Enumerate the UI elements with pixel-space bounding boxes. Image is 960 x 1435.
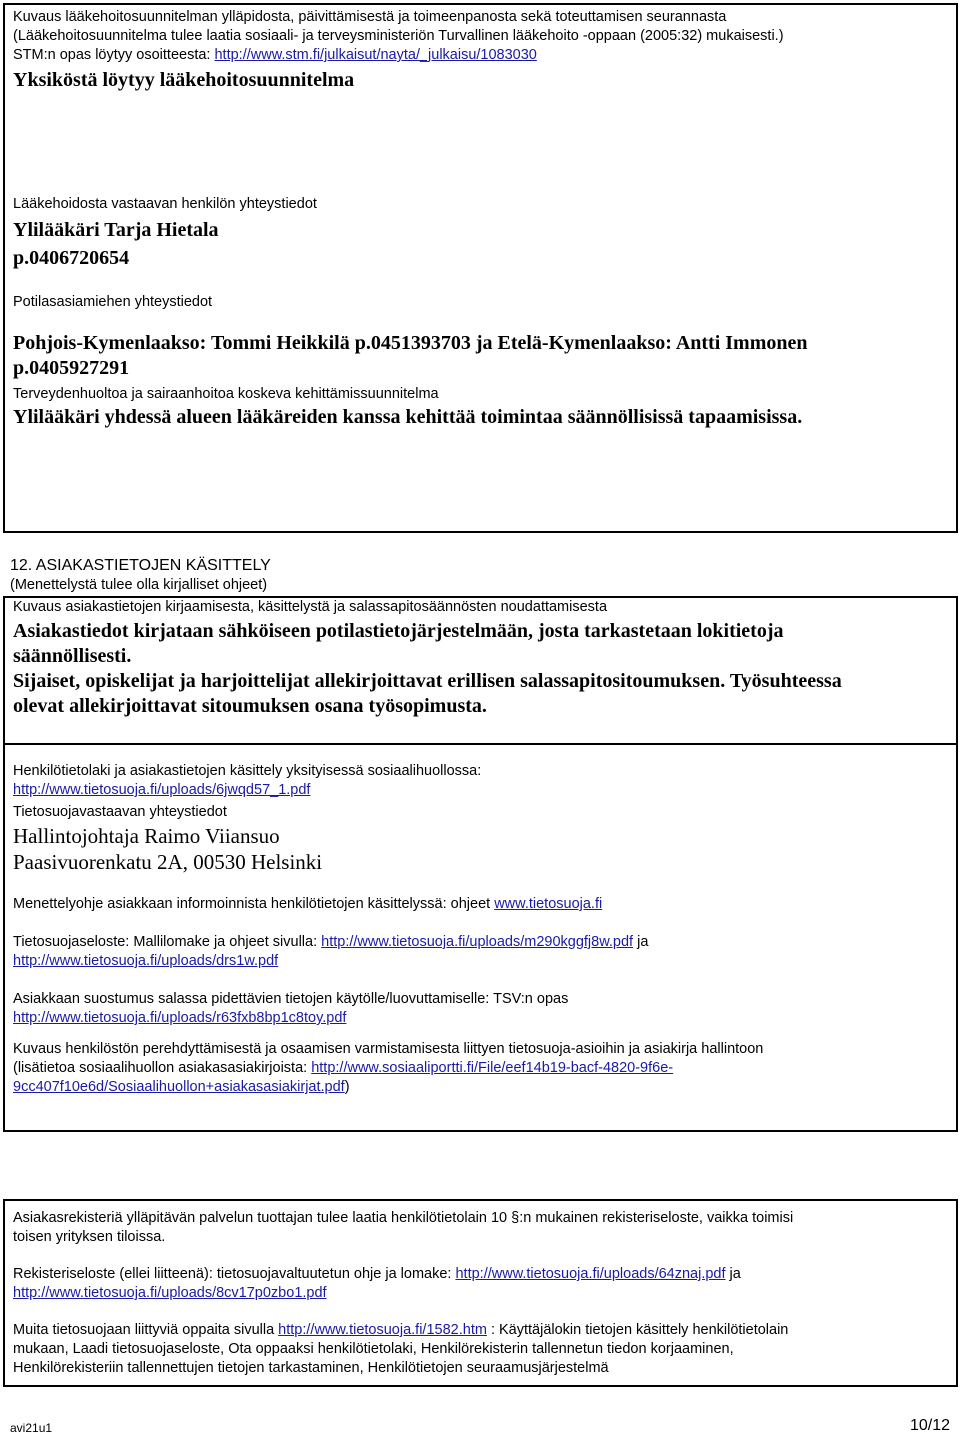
medication-plan-content [13, 8, 948, 430]
other-guides-line-3: Henkilörekisteriin tallennettujen tietojen tarkastaminen, Henkilötietojen seuraamusjärjestelmä [13, 1360, 609, 1376]
inform-line [13, 895, 948, 914]
sosiaaliportti-link-part-1[interactable]: http://www.sosiaaliportti.fi/File/eef14b19-bacf-4820-9f6e- [311, 1060, 674, 1076]
development-plan-answer: Ylilääkäri yhdessä alueen lääkäreiden kanssa kehittää toimintaa säännöllisissä tapaamisissa. [13, 406, 803, 428]
other-guides-link[interactable]: http://www.tietosuoja.fi/1582.htm [278, 1322, 487, 1338]
register-box [3, 1199, 958, 1387]
statement-and: ja [633, 934, 649, 950]
dpo-name: Hallintojohtaja Raimo Viiansuo [13, 824, 280, 848]
section-12-header [10, 556, 950, 595]
dpo-address: Paasivuorenkatu 2A, 00530 Helsinki [13, 850, 323, 874]
register-content [13, 1209, 948, 1378]
contact-label: Lääkehoidosta vastaavan henkilön yhteystiedot [13, 196, 317, 212]
medication-plan-box [3, 3, 958, 533]
notice-and: ja [725, 1266, 741, 1282]
intro-line-3-text: STM:n opas löytyy osoitteesta: [13, 47, 215, 63]
privacy-box [3, 744, 958, 1132]
training-text: (lisätietoa sosiaalihuollon asiakasasiakirjoista: [13, 1060, 312, 1076]
training-line-2 [13, 1059, 948, 1078]
other-guides-text: Muita tietosuojaan liittyviä oppaita sivulla [13, 1322, 279, 1338]
intro-line-2: (Lääkehoitosuunnitelma tulee laatia sosiaali- ja terveysministeriön Turvallinen lääkehoito -oppaan (2005:32) mukaisesti.) [13, 28, 784, 44]
development-plan-label: Terveydenhuoltoa ja sairaanhoitoa koskeva kehittämissuunnitelma [13, 386, 439, 402]
tietosuoja-link[interactable]: www.tietosuoja.fi [494, 896, 603, 912]
other-guides-suffix: : Käyttäjälokin tietojen käsittely henkilötietolain [486, 1322, 789, 1338]
intro-line-3 [13, 46, 948, 65]
document-id: avi21u1 [10, 1421, 53, 1435]
section-12-subheading: (Menettelystä tulee olla kirjalliset ohjeet) [10, 577, 268, 593]
notice-link-1[interactable]: http://www.tietosuoja.fi/uploads/64znaj.pdf [455, 1266, 726, 1282]
page-number: 10/12 [909, 1417, 950, 1434]
client-data-label: Kuvaus asiakastietojen kirjaamisesta, käsittelystä ja salassapitosäännösten noudattamisesta [13, 599, 608, 615]
consent-link[interactable]: http://www.tietosuoja.fi/uploads/r63fxb8bp1c8toy.pdf [13, 1010, 347, 1026]
register-line-2: toisen yrityksen tiloissa. [13, 1229, 166, 1245]
notice-text: Rekisteriseloste (ellei liitteenä): tietosuojavaltuutetun ohje ja lomake: [13, 1266, 456, 1282]
training-line-1: Kuvaus henkilöstön perehdyttämisestä ja osaamisen varmistamisesta liittyen tietosuoja-asioihin ja asiakirja hallintoon [13, 1041, 764, 1057]
client-data-answer-2: säännöllisesti. [13, 645, 132, 667]
client-data-answer-4: olevat allekirjoittavat sitoumuksen osana työsopimusta. [13, 695, 487, 717]
client-data-content [13, 598, 948, 719]
statement-line-1 [13, 933, 948, 952]
client-data-answer-3: Sijaiset, opiskelijat ja harjoittelijat allekirjoittavat erillisen salassapitositoumuksen. Työsuhteessa [13, 670, 842, 692]
sosiaaliportti-link-part-2[interactable]: 9cc407f10e6d/Sosiaalihuollon+asiakasasiakirjat.pdf [13, 1079, 345, 1095]
inform-text: Menettelyohje asiakkaan informoinnista henkilötietojen käsittelyssä: ohjeet [13, 896, 495, 912]
training-close: ) [344, 1079, 350, 1095]
privacy-content [13, 762, 948, 1097]
section-12-heading: 12. ASIAKASTIETOJEN KÄSITTELY [10, 557, 271, 574]
client-data-answer-1: Asiakastiedot kirjataan sähköiseen potilastietojärjestelmään, josta tarkastetaan lokitietoja [13, 620, 784, 642]
ombudsman-line-1: Pohjois-Kymenlaakso: Tommi Heikkilä p.0451393703 ja Etelä-Kymenlaakso: Antti Immonen [13, 332, 808, 354]
dpo-label: Tietosuojavastaavan yhteystiedot [13, 804, 227, 820]
ombudsman-label: Potilasasiamiehen yhteystiedot [13, 294, 213, 310]
training-line-3 [13, 1078, 948, 1097]
contact-phone: p.0406720654 [13, 247, 130, 269]
consent-label: Asiakkaan suostumus salassa pidettävien tietojen käytölle/luovuttamiselle: TSV:n opas [13, 991, 569, 1007]
notice-link-2[interactable]: http://www.tietosuoja.fi/uploads/8cv17p0zbo1.pdf [13, 1285, 327, 1301]
ombudsman-line-2: p.0405927291 [13, 357, 130, 379]
statement-line-2 [13, 952, 948, 971]
statement-link-2[interactable]: http://www.tietosuoja.fi/uploads/drs1w.pdf [13, 953, 279, 969]
notice-line-1 [13, 1265, 948, 1284]
statement-link-1[interactable]: http://www.tietosuoja.fi/uploads/m290kggfj8w.pdf [321, 934, 634, 950]
law-link[interactable]: http://www.tietosuoja.fi/uploads/6jwqd57_1.pdf [13, 782, 311, 798]
client-data-box [3, 596, 958, 743]
intro-line-1: Kuvaus lääkehoitosuunnitelman ylläpidosta, päivittämisestä ja toimeenpanosta sekä toteuttamisen seurannasta [13, 9, 727, 25]
contact-name: Ylilääkäri Tarja Hietala [13, 219, 219, 241]
other-guides-line-2: mukaan, Laadi tietosuojaseloste, Ota oppaaksi henkilötietolaki, Henkilörekisterin tallennetun tiedon korjaaminen, [13, 1341, 734, 1357]
consent-link-line [13, 1009, 948, 1028]
medication-plan-answer: Yksiköstä löytyy lääkehoitosuunnitelma [13, 69, 355, 91]
stm-guide-link[interactable]: http://www.stm.fi/julkaisut/nayta/_julkaisu/1083030 [214, 47, 537, 63]
law-link-line [13, 781, 948, 800]
notice-line-2 [13, 1284, 948, 1303]
law-label: Henkilötietolaki ja asiakastietojen käsittely yksityisessä sosiaalihuollossa: [13, 763, 482, 779]
other-guides-line-1 [13, 1321, 948, 1340]
statement-text: Tietosuojaseloste: Mallilomake ja ohjeet sivulla: [13, 934, 322, 950]
register-line-1: Asiakasrekisteriä ylläpitävän palvelun tuottajan tulee laatia henkilötietolain 10 §:n mukainen rekisteriseloste, vaikka toimisi [13, 1210, 794, 1226]
